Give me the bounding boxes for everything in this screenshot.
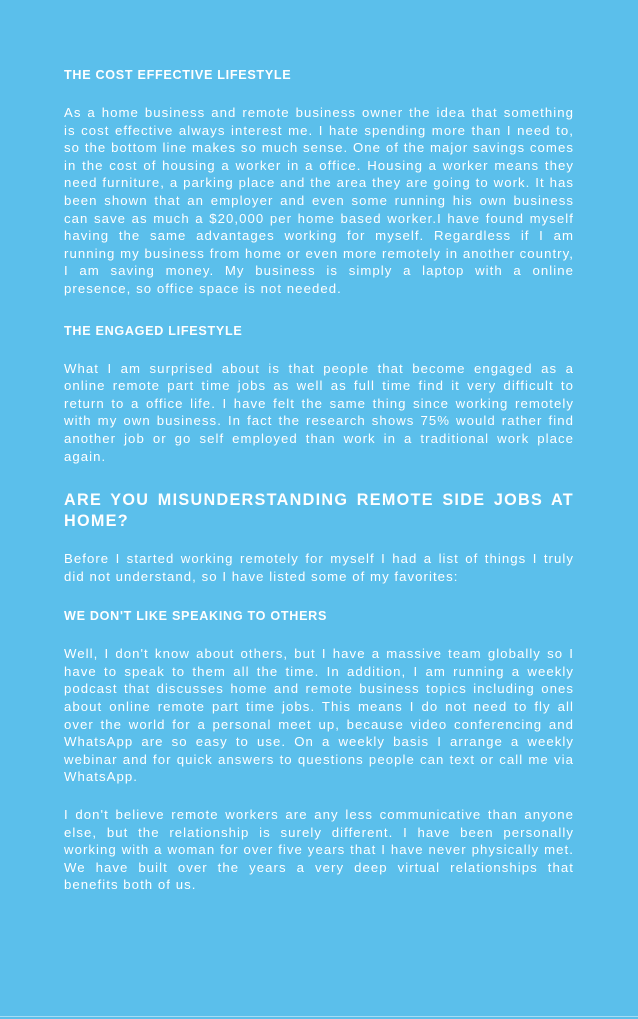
cost-effective-paragraph: As a home business and remote business owner the idea that something is cost effective always interest me. I hate spending more than I need to, so the bottom line makes so much sense. One of the major savings comes in the cost of housing a worker in a office. Housing a worker means they need furniture, a parking place and the area they are going to work. It has been shown that an employer and even some running his own business can save as much a $20,000 per home based worker.I have found myself having the same advantages working for myself. Regardless if I am running my business from home or even more remotely in another country, I am saving money. My business is simply a laptop with a online presence, so office space is not needed. (64, 105, 574, 296)
misunderstanding-heading: ARE YOU MISUNDERSTANDING REMOTE SIDE JOBS AT HOME? (64, 491, 574, 531)
engaged-lifestyle-heading: THE ENGAGED LIFESTYLE (64, 323, 243, 338)
page-bottom-divider (0, 1016, 638, 1017)
intro-paragraph: Before I started working remotely for myself I had a list of things I truly did not understand, so I have listed some of my favorites: (64, 551, 574, 584)
speaking-heading: WE DON'T LIKE SPEAKING TO OTHERS (64, 609, 328, 624)
cost-effective-heading: THE COST EFFECTIVE LIFESTYLE (64, 68, 292, 82)
engaged-lifestyle-paragraph: What I am surprised about is that people that become engaged as a online remote part time jobs as well as full time find it very difficult to return to a office life. I have felt the same thing since working remotely with my own business. In fact the research shows 75% would rather find another job or go self employed than work in a traditional work place again. (64, 360, 574, 464)
speaking-paragraph-1: Well, I don't know about others, but I have a massive team globally so I have to speak to them all the time. In addition, I am running a weekly podcast that discusses home and remote business topics including ones about online remote part time jobs. This means I do not need to fly all over the world for a personal meet up, because video conferencing and WhatsApp are so easy to use. On a weekly basis I arrange a weekly webinar and for quick answers to questions people can text or call me via WhatsApp. (64, 646, 574, 785)
speaking-paragraph-2: I don't believe remote workers are any less communicative than anyone else, but the relationship is surely different. I have been personally working with a woman for over five years that I have never physically met. We have built over the years a very deep virtual relationships that benefits both of us. (64, 807, 574, 893)
